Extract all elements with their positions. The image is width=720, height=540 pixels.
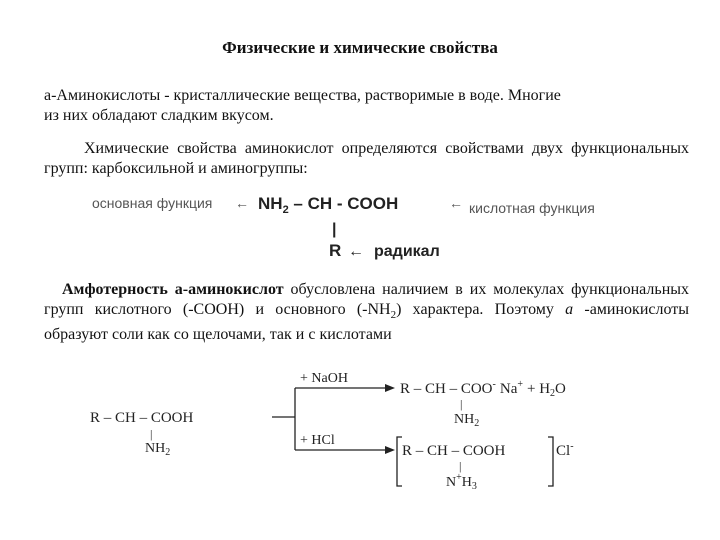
- reagent-naoh: + NaOH: [300, 371, 348, 386]
- p2-text: Химические свойства аминокислот определяются свойствами двух функциональных групп: карбоксильной и аминогруппы:: [44, 140, 689, 177]
- reagent-hcl: + HCl: [300, 433, 335, 448]
- salt-acid-nh3: $N^+H_3$: [446, 472, 477, 492]
- radical-r: R: [329, 241, 342, 260]
- salt-acid-bond: |: [459, 459, 462, 473]
- functional-groups-scheme: [92, 188, 637, 262]
- radical-arrow: ←: [348, 243, 364, 260]
- salt-base-nh2: $NH_2$: [454, 412, 480, 429]
- radical-label: радикал: [374, 243, 440, 260]
- amino-acid-formula: $NH_2$ – CH - COOH: [258, 194, 399, 216]
- basic-function-arrow: ←: [235, 195, 249, 211]
- salt-with-acid: R – CH – COOH: [402, 443, 506, 459]
- salt-base-bond: |: [460, 397, 463, 411]
- radical-bond: |: [332, 221, 337, 238]
- page-title: Физические и химические свойства: [222, 38, 498, 57]
- paragraph-physical-properties: [44, 86, 694, 126]
- paragraph-amphoteric: Амфотерность а-аминокислот обусловлена наличием в их молекулах функциональных групп кислотного (-СООН) и основного $(-NH_2)$ характера. Поэтому а -аминокислоты образуют соли как со щелочами, так и с кислотами: [44, 281, 690, 344]
- basic-function-label: основная функция: [92, 195, 213, 211]
- salt-with-base: R – CH – COO- $Na^+ + H_2O$: [400, 379, 566, 399]
- chloride-ion: Cl-: [556, 441, 574, 459]
- acid-function-label: кислотная функция: [469, 200, 595, 216]
- p1-line2: из них обладают сладким вкусом.: [44, 107, 274, 124]
- reactant-nh2: $NH_2$: [145, 441, 171, 458]
- amphoteric-reaction-scheme: [90, 368, 660, 498]
- p1-line1: а-Аминокислоты - кристаллические вещества, растворимые в воде. Многие: [44, 87, 561, 104]
- amino-acid-term: а-аминокислот: [174, 281, 284, 298]
- paragraph-chemical-properties: [44, 139, 689, 179]
- reactant-formula: R – CH – COOH: [90, 410, 194, 426]
- reactant-bond: |: [150, 427, 153, 441]
- amphoteric-term: Амфотерность: [62, 281, 168, 298]
- acid-function-arrow: ←: [449, 195, 463, 211]
